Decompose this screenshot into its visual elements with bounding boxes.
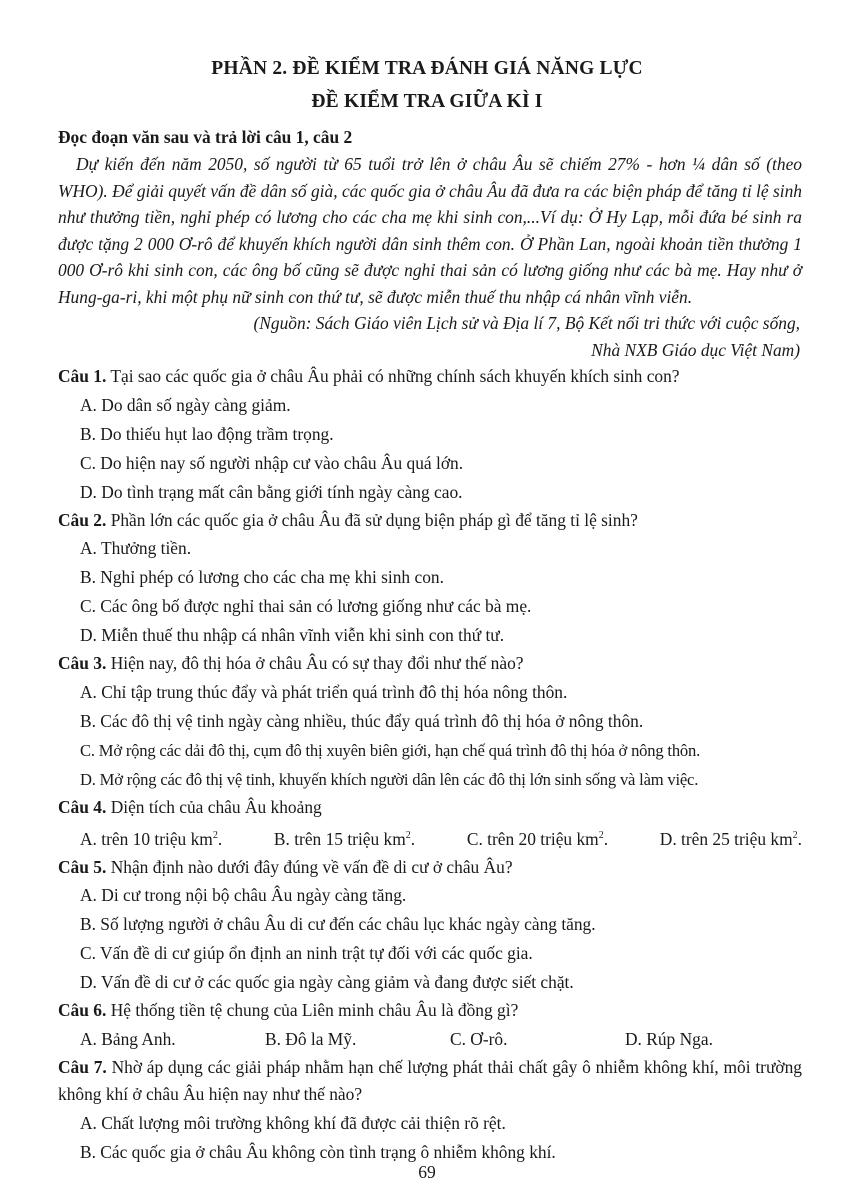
test-heading: ĐỀ KIỂM TRA GIỮA KÌ I [311,91,543,112]
question-number: Câu 7. [58,1056,107,1077]
question-3 [58,650,802,678]
question-text: Hệ thống tiền tệ chung của Liên minh châu Âu là đồng gì? [110,1000,519,1021]
question-5 [58,854,802,882]
question-text: Tại sao các quốc gia ở châu Âu phải có những chính sách khuyến khích sinh con? [110,366,680,386]
q5-option-a: A. Di cư trong nội bộ châu Âu ngày càng tăng. [80,885,407,906]
q5-option-c: C. Vấn đề di cư giúp ổn định an ninh trật tự đối với các quốc gia. [80,943,533,964]
q1-option-b: B. Do thiếu hụt lao động trầm trọng. [80,423,334,444]
question-text: Hiện nay, đô thị hóa ở châu Âu có sự thay đổi như thế nào? [110,653,524,673]
q3-option-d: D. Mở rộng các đô thị vệ tinh, khuyến khích người dân lên các đô thị lớn sinh sống và làm việc. [80,769,699,789]
q6-option-d: D. Rúp Nga. [625,1028,713,1049]
source-line-1: (Nguồn: Sách Giáo viên Lịch sử và Địa lí 7, Bộ Kết nối tri thức với cuộc sống, [253,313,800,333]
question-text: Nhờ áp dụng các giải pháp nhằm hạn chế lượng phát thải chất gây ô nhiễm không khí, môi trường không khí ở châu Âu hiện nay như thế nào? [58,1056,802,1105]
q1-option-a: A. Do dân số ngày càng giảm. [80,394,291,415]
q6-option-b: B. Đô la Mỹ. [265,1028,357,1049]
question-4 [58,794,802,822]
q2-option-d: D. Miễn thuế thu nhập cá nhân vĩnh viễn khi sinh con thứ tư. [80,625,505,645]
q3-option-c: C. Mở rộng các dải đô thị, cụm đô thị xuyên biên giới, hạn chế quá trình đô thị hóa ở nông thôn. [80,740,701,760]
q6-option-a: A. Bảng Anh. [80,1028,176,1049]
q4-option-d: D. trên 25 triệu $km^2$. [659,828,802,849]
question-number: Câu 1. [58,366,107,386]
q4-options-row [58,821,802,854]
q6-options-row [58,1025,802,1054]
question-number: Câu 4. [58,796,107,817]
q1-option-d: D. Do tình trạng mất cân bằng giới tính ngày càng cao. [80,481,463,502]
q2-option-c: C. Các ông bố được nghỉ thai sản có lương giống như các bà mẹ. [80,596,532,616]
document-body [58,123,802,1167]
q3-option-a: A. Chỉ tập trung thúc đẩy và phát triển quá trình đô thị hóa nông thôn. [80,681,568,702]
q5-option-b: B. Số lượng người ở châu Âu di cư đến các châu lục khác ngày càng tăng. [80,914,596,935]
question-number: Câu 5. [58,856,107,877]
question-text: Nhận định nào dưới đây đúng về vấn đề di cư ở châu Âu? [110,856,513,877]
reading-passage: Dự kiến đến năm 2050, số người từ 65 tuổi trở lên ở châu Âu sẽ chiếm 27% - hơn ¼ dân số (theo WHO). Để giải quyết vấn đề dân số già, các quốc gia ở châu Âu đã đưa ra các biện pháp để tăng tỉ lệ sinh như thưởng tiền, nghỉ phép có lương cho các cha mẹ khi sinh con,...Ví dụ: Ở Hy Lạp, mỗi đứa bé sinh ra được tặng 2 000 Ơ-rô để khuyến khích người dân sinh thêm con. Ở Phần Lan, ngoài khoản tiền thưởng 1 000 Ơ-rô khi sinh con, các ông bố cũng sẽ được nghỉ thai sản có lương giống như các bà mẹ. Hay như ở Hung-ga-ri, khi một phụ nữ sinh con thứ tư, sẽ được miễn thuế thu nhập cá nhân vĩnh viễn. [58,154,802,307]
q4-option-c: C. trên 20 triệu $km^2$. [466,828,609,849]
q2-option-b: B. Nghỉ phép có lương cho các cha mẹ khi sinh con. [80,567,444,587]
q1-option-c: C. Do hiện nay số người nhập cư vào châu Âu quá lớn. [80,452,464,473]
reading-instruction: Đọc đoạn văn sau và trả lời câu 1, câu 2 [58,127,353,147]
source-line-2: Nhà NXB Giáo dục Việt Nam) [591,339,800,360]
question-6 [58,997,802,1025]
question-number: Câu 6. [58,1000,107,1021]
q6-option-c: C. Ơ-rô. [450,1028,508,1049]
page-number: 69 [418,1162,436,1182]
question-text: Diện tích của châu Âu khoảng [110,796,322,817]
q3-option-b: B. Các đô thị vệ tinh ngày càng nhiều, thúc đẩy quá trình đô thị hóa ở nông thôn. [80,710,644,731]
question-7 [58,1054,802,1109]
q7-option-b: B. Các quốc gia ở châu Âu không còn tình trạng ô nhiễm không khí. [80,1141,556,1162]
question-2 [58,507,802,535]
q4-option-b: B. trên 15 triệu $km^2$. [273,828,416,849]
q5-option-d: D. Vấn đề di cư ở các quốc gia ngày càng giảm và đang được siết chặt. [80,972,574,993]
q2-option-a: A. Thưởng tiền. [80,538,192,558]
question-text: Phần lớn các quốc gia ở châu Âu đã sử dụng biện pháp gì để tăng tỉ lệ sinh? [110,509,638,530]
q4-option-a: A. trên 10 triệu $km^2$. [80,828,223,849]
q7-option-a: A. Chất lượng môi trường không khí đã được cải thiện rõ rệt. [80,1112,506,1133]
question-number: Câu 3. [58,653,107,673]
question-1 [58,363,802,391]
part-heading: PHẦN 2. ĐỀ KIỂM TRA ĐÁNH GIÁ NĂNG LỰC [211,58,643,79]
question-number: Câu 2. [58,509,107,530]
